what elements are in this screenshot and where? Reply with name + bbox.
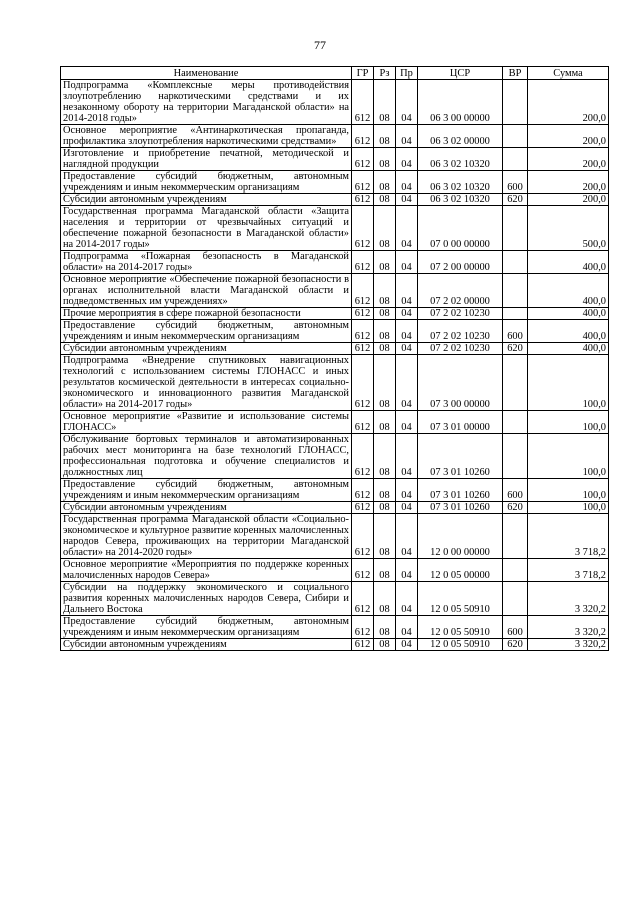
cell-csr: 07 3 00 00000 xyxy=(418,355,503,411)
cell-name: Предоставление субсидий бюджетным, автономным учреждениям и иным некоммерческим организациям xyxy=(61,320,352,343)
cell-sum: 400,0 xyxy=(528,251,609,274)
cell-gr: 612 xyxy=(352,80,374,125)
cell-pr: 04 xyxy=(396,355,418,411)
cell-sum: 400,0 xyxy=(528,320,609,343)
cell-sum: 3 718,2 xyxy=(528,559,609,582)
cell-vr: 620 xyxy=(503,194,528,206)
cell-sum: 3 718,2 xyxy=(528,514,609,559)
cell-name: Обслуживание бортовых терминалов и автоматизированных рабочих мест мониторинга на базе технологий ГЛОНАСС, профессиональная подготовка и обучение специалистов и должностных лиц xyxy=(61,434,352,479)
cell-sum: 200,0 xyxy=(528,171,609,194)
cell-vr xyxy=(503,434,528,479)
cell-gr: 612 xyxy=(352,320,374,343)
header-gr: ГР xyxy=(352,67,374,80)
cell-vr xyxy=(503,308,528,320)
cell-gr: 612 xyxy=(352,251,374,274)
cell-gr: 612 xyxy=(352,559,374,582)
cell-rz: 08 xyxy=(374,148,396,171)
cell-name: Субсидии автономным учреждениям xyxy=(61,502,352,514)
table-header-row xyxy=(61,67,609,80)
cell-gr: 612 xyxy=(352,148,374,171)
table-row xyxy=(61,80,609,125)
cell-gr: 612 xyxy=(352,411,374,434)
cell-vr xyxy=(503,148,528,171)
cell-csr: 07 3 01 10260 xyxy=(418,479,503,502)
cell-csr: 12 0 05 00000 xyxy=(418,559,503,582)
cell-rz: 08 xyxy=(374,639,396,651)
cell-pr: 04 xyxy=(396,343,418,355)
cell-rz: 08 xyxy=(374,308,396,320)
table-row xyxy=(61,274,609,308)
cell-gr: 612 xyxy=(352,434,374,479)
cell-csr: 06 3 00 00000 xyxy=(418,80,503,125)
cell-vr: 600 xyxy=(503,171,528,194)
cell-name: Основное мероприятие «Антинаркотическая пропаганда, профилактика злоупотребления наркотическими средствами» xyxy=(61,125,352,148)
cell-csr: 07 2 02 10230 xyxy=(418,343,503,355)
header-csr: ЦСР xyxy=(418,67,503,80)
cell-name: Прочие мероприятия в сфере пожарной безопасности xyxy=(61,308,352,320)
cell-sum: 200,0 xyxy=(528,194,609,206)
table-row xyxy=(61,148,609,171)
cell-rz: 08 xyxy=(374,320,396,343)
cell-name: Субсидии автономным учреждениям xyxy=(61,343,352,355)
cell-sum: 500,0 xyxy=(528,206,609,251)
header-pr: Пр xyxy=(396,67,418,80)
cell-csr: 06 3 02 10320 xyxy=(418,194,503,206)
table-row xyxy=(61,171,609,194)
cell-sum: 100,0 xyxy=(528,411,609,434)
cell-vr: 620 xyxy=(503,639,528,651)
cell-sum: 100,0 xyxy=(528,502,609,514)
cell-name: Подпрограмма «Внедрение спутниковых навигационных технологий с использованием системы ГЛОНАСС и иных результатов космической деятельности в интересах социально-экономического и инновационного развития Магаданской области» на 2014-2017 годы» xyxy=(61,355,352,411)
cell-name: Основное мероприятие «Обеспечение пожарной безопасности в органах исполнительной власти Магаданской области и подведомственных им учреждениях» xyxy=(61,274,352,308)
cell-csr: 07 3 01 10260 xyxy=(418,434,503,479)
cell-pr: 04 xyxy=(396,411,418,434)
cell-name: Изготовление и приобретение печатной, методической и наглядной продукции xyxy=(61,148,352,171)
cell-name: Государственная программа Магаданской области «Социально-экономическое и культурное развитие коренных малочисленных народов Севера, проживающих на территории Магаданской области» на 2014-2020 годы» xyxy=(61,514,352,559)
cell-gr: 612 xyxy=(352,206,374,251)
cell-sum: 400,0 xyxy=(528,308,609,320)
cell-name: Предоставление субсидий бюджетным, автономным учреждениям и иным некоммерческим организациям xyxy=(61,616,352,639)
cell-rz: 08 xyxy=(374,411,396,434)
cell-pr: 04 xyxy=(396,582,418,616)
cell-csr: 12 0 05 50910 xyxy=(418,582,503,616)
cell-rz: 08 xyxy=(374,514,396,559)
cell-name: Предоставление субсидий бюджетным, автономным учреждениям и иным некоммерческим организациям xyxy=(61,171,352,194)
cell-csr: 07 2 02 00000 xyxy=(418,274,503,308)
cell-sum: 200,0 xyxy=(528,125,609,148)
cell-pr: 04 xyxy=(396,194,418,206)
cell-csr: 07 0 00 00000 xyxy=(418,206,503,251)
cell-name: Государственная программа Магаданской области «Защита населения и территории от чрезвычайных ситуаций и обеспечение пожарной безопасности в Магаданской области» на 2014-2017 годы» xyxy=(61,206,352,251)
table-row xyxy=(61,616,609,639)
cell-pr: 04 xyxy=(396,80,418,125)
cell-vr xyxy=(503,251,528,274)
cell-name: Предоставление субсидий бюджетным, автономным учреждениям и иным некоммерческим организациям xyxy=(61,479,352,502)
cell-sum: 400,0 xyxy=(528,274,609,308)
cell-vr xyxy=(503,274,528,308)
cell-gr: 612 xyxy=(352,355,374,411)
cell-rz: 08 xyxy=(374,251,396,274)
cell-rz: 08 xyxy=(374,502,396,514)
cell-pr: 04 xyxy=(396,125,418,148)
table-row xyxy=(61,559,609,582)
table-row xyxy=(61,355,609,411)
cell-pr: 04 xyxy=(396,639,418,651)
table-row xyxy=(61,320,609,343)
cell-rz: 08 xyxy=(374,616,396,639)
header-sum: Сумма xyxy=(528,67,609,80)
cell-gr: 612 xyxy=(352,514,374,559)
cell-sum: 200,0 xyxy=(528,80,609,125)
cell-rz: 08 xyxy=(374,194,396,206)
cell-pr: 04 xyxy=(396,502,418,514)
cell-rz: 08 xyxy=(374,582,396,616)
cell-gr: 612 xyxy=(352,274,374,308)
cell-sum: 400,0 xyxy=(528,343,609,355)
cell-name: Субсидии автономным учреждениям xyxy=(61,639,352,651)
cell-pr: 04 xyxy=(396,274,418,308)
cell-gr: 612 xyxy=(352,194,374,206)
cell-gr: 612 xyxy=(352,616,374,639)
table-row xyxy=(61,194,609,206)
cell-csr: 12 0 00 00000 xyxy=(418,514,503,559)
header-name: Наименование xyxy=(61,67,352,80)
table-row xyxy=(61,639,609,651)
table-row xyxy=(61,582,609,616)
cell-sum: 3 320,2 xyxy=(528,639,609,651)
cell-rz: 08 xyxy=(374,274,396,308)
cell-gr: 612 xyxy=(352,582,374,616)
table-row xyxy=(61,206,609,251)
cell-sum: 100,0 xyxy=(528,355,609,411)
table-row xyxy=(61,479,609,502)
cell-rz: 08 xyxy=(374,434,396,479)
table-row xyxy=(61,411,609,434)
cell-pr: 04 xyxy=(396,206,418,251)
cell-csr: 06 3 02 10320 xyxy=(418,171,503,194)
cell-rz: 08 xyxy=(374,125,396,148)
cell-csr: 07 2 00 00000 xyxy=(418,251,503,274)
cell-csr: 06 3 02 10320 xyxy=(418,148,503,171)
cell-pr: 04 xyxy=(396,434,418,479)
table-row xyxy=(61,514,609,559)
table-body xyxy=(61,80,609,651)
cell-sum: 3 320,2 xyxy=(528,582,609,616)
cell-vr xyxy=(503,514,528,559)
cell-csr: 12 0 05 50910 xyxy=(418,639,503,651)
table-row xyxy=(61,343,609,355)
cell-vr xyxy=(503,559,528,582)
cell-gr: 612 xyxy=(352,343,374,355)
cell-rz: 08 xyxy=(374,80,396,125)
cell-gr: 612 xyxy=(352,125,374,148)
header-rz: Рз xyxy=(374,67,396,80)
table-row xyxy=(61,308,609,320)
cell-rz: 08 xyxy=(374,171,396,194)
cell-csr: 07 2 02 10230 xyxy=(418,320,503,343)
cell-gr: 612 xyxy=(352,479,374,502)
cell-sum: 100,0 xyxy=(528,479,609,502)
cell-rz: 08 xyxy=(374,343,396,355)
cell-sum: 100,0 xyxy=(528,434,609,479)
cell-vr: 620 xyxy=(503,343,528,355)
cell-csr: 07 3 01 00000 xyxy=(418,411,503,434)
cell-name: Подпрограмма «Комплексные меры противодействия злоупотреблению наркотическими средствами и их незаконному обороту на территории Магаданской области» на 2014-2018 годы» xyxy=(61,80,352,125)
page-number: 77 xyxy=(314,38,326,52)
cell-vr xyxy=(503,582,528,616)
cell-vr: 600 xyxy=(503,479,528,502)
table-row xyxy=(61,125,609,148)
cell-gr: 612 xyxy=(352,308,374,320)
cell-pr: 04 xyxy=(396,251,418,274)
cell-gr: 612 xyxy=(352,502,374,514)
cell-vr: 620 xyxy=(503,502,528,514)
cell-vr: 600 xyxy=(503,616,528,639)
table-row xyxy=(61,502,609,514)
cell-gr: 612 xyxy=(352,639,374,651)
table-row xyxy=(61,251,609,274)
cell-vr xyxy=(503,80,528,125)
table-row xyxy=(61,434,609,479)
cell-name: Подпрограмма «Пожарная безопасность в Магаданской области» на 2014-2017 годы» xyxy=(61,251,352,274)
cell-name: Субсидии автономным учреждениям xyxy=(61,194,352,206)
cell-sum: 200,0 xyxy=(528,148,609,171)
cell-name: Основное мероприятие «Развитие и использование системы ГЛОНАСС» xyxy=(61,411,352,434)
cell-csr: 12 0 05 50910 xyxy=(418,616,503,639)
cell-pr: 04 xyxy=(396,171,418,194)
cell-sum: 3 320,2 xyxy=(528,616,609,639)
cell-csr: 07 2 02 10230 xyxy=(418,308,503,320)
cell-name: Субсидии на поддержку экономического и социального развития коренных малочисленных народов Севера, Сибири и Дальнего Востока xyxy=(61,582,352,616)
cell-pr: 04 xyxy=(396,479,418,502)
cell-vr xyxy=(503,355,528,411)
cell-rz: 08 xyxy=(374,559,396,582)
cell-pr: 04 xyxy=(396,616,418,639)
cell-vr xyxy=(503,125,528,148)
cell-rz: 08 xyxy=(374,355,396,411)
cell-name: Основное мероприятие «Мероприятия по поддержке коренных малочисленных народов Севера» xyxy=(61,559,352,582)
cell-pr: 04 xyxy=(396,308,418,320)
budget-table xyxy=(60,66,609,651)
cell-pr: 04 xyxy=(396,148,418,171)
cell-gr: 612 xyxy=(352,171,374,194)
cell-csr: 06 3 02 00000 xyxy=(418,125,503,148)
cell-rz: 08 xyxy=(374,206,396,251)
cell-csr: 07 3 01 10260 xyxy=(418,502,503,514)
cell-pr: 04 xyxy=(396,320,418,343)
cell-pr: 04 xyxy=(396,514,418,559)
cell-vr xyxy=(503,411,528,434)
cell-rz: 08 xyxy=(374,479,396,502)
cell-vr xyxy=(503,206,528,251)
header-vr: ВР xyxy=(503,67,528,80)
cell-vr: 600 xyxy=(503,320,528,343)
cell-pr: 04 xyxy=(396,559,418,582)
